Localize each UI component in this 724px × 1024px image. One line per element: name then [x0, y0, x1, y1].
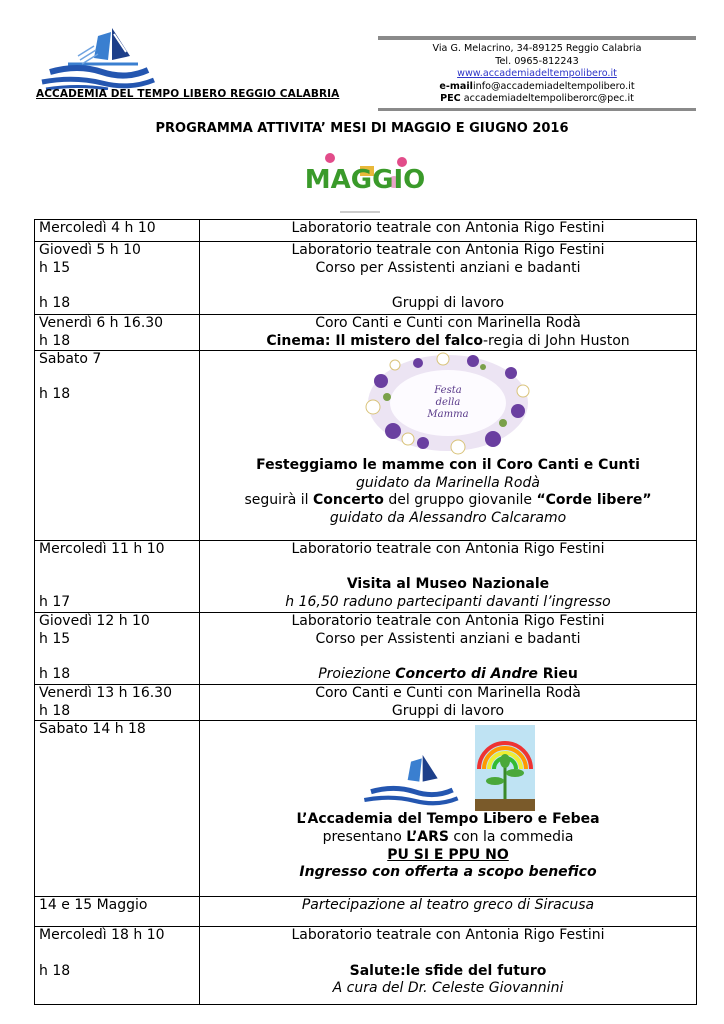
date-cell: Giovedì 5 h 10 h 15 h 18 — [35, 242, 200, 315]
date-cell: Mercoledì 18 h 10 h 18 — [35, 927, 200, 1005]
card-line: Festa — [434, 385, 462, 397]
table-row — [35, 351, 697, 541]
date-cell: 14 e 15 Maggio — [35, 897, 200, 927]
activity-cell: L’Accademia del Tempo Libero e Febea presentano L’ARS con la commedia PU SI E PPU NO Ingresso con offerta a scopo benefico — [200, 721, 697, 897]
academy-logo-small — [361, 749, 461, 811]
pec-label: PEC — [440, 93, 461, 105]
date-cell: Venerdì 13 h 16.30 h 18 — [35, 685, 200, 721]
academy-logo — [38, 26, 158, 90]
divider — [340, 211, 380, 213]
activity-cell: Coro Canti e Cunti con Marinella Rodà Cinema: Il mistero del falco-regia di John Huston — [200, 315, 697, 351]
activity-cell: Partecipazione al teatro greco di Siracusa — [200, 897, 697, 927]
activity-cell: Laboratorio teatrale con Antonia Rigo Festini Salute:le sfide del futuro A cura del Dr. Celeste Giovannini — [200, 927, 697, 1005]
date-cell: Sabato 7 h 18 — [35, 351, 200, 541]
table-row — [35, 613, 697, 685]
contact-block — [378, 36, 696, 111]
table-row — [35, 927, 697, 1005]
schedule-table — [34, 219, 697, 1005]
pec-address: accademiadeltempoliberorc@pec.it — [463, 93, 634, 105]
activity-cell: Coro Canti e Cunti con Marinella Rodà Gruppi di lavoro — [200, 685, 697, 721]
website-link[interactable]: www.accademiadeltempolibero.it — [457, 68, 617, 80]
table-row — [35, 685, 697, 721]
activity-cell: Laboratorio teatrale con Antonia Rigo Festini — [200, 220, 697, 242]
table-row — [35, 242, 697, 315]
maggio-logo — [290, 150, 440, 200]
card-line: Mamma — [427, 409, 469, 421]
table-row — [35, 897, 697, 927]
date-cell: Mercoledì 4 h 10 — [35, 220, 200, 242]
date-cell: Venerdì 6 h 16.30 h 18 — [35, 315, 200, 351]
date-cell: Mercoledì 11 h 10 h 17 — [35, 541, 200, 613]
page-title: PROGRAMMA ATTIVITA’ MESI DI MAGGIO E GIUGNO 2016 — [155, 121, 569, 136]
date-cell: Sabato 14 h 18 — [35, 721, 200, 897]
org-name: ACCADEMIA DEL TEMPO LIBERO REGGIO CALABRIA — [36, 88, 340, 100]
festa-della-mamma-card — [363, 351, 533, 455]
date-cell: Giovedì 12 h 10 h 15 h 18 — [35, 613, 200, 685]
email-link[interactable]: info@accademiadeltempolibero.it — [472, 80, 635, 92]
table-row — [35, 541, 697, 613]
email-label: e-mail — [439, 80, 473, 92]
card-line: della — [435, 397, 461, 409]
address: Via G. Melacrino, 34-89125 Reggio Calabria — [432, 43, 642, 54]
table-row — [35, 315, 697, 351]
activity-cell: Festa della Mamma Festeggiamo le mamme con il Coro Canti e Cunti guidato da Marinella Rodà seguirà il Concerto del gruppo giovanile “Corde libere” guidato da Alessandro Calcaramo — [200, 351, 697, 541]
maggio-logo-text: MAGGIO — [304, 165, 426, 195]
activity-cell: Laboratorio teatrale con Antonia Rigo Festini Corso per Assistenti anziani e badanti Gruppi di lavoro — [200, 242, 697, 315]
table-row — [35, 721, 697, 897]
rainbow-plant-image — [475, 725, 535, 811]
activity-cell: Laboratorio teatrale con Antonia Rigo Festini Visita al Museo Nazionale h 16,50 raduno partecipanti davanti l’ingresso — [200, 541, 697, 613]
table-row — [35, 220, 697, 242]
phone: Tel. 0965-812243 — [495, 55, 579, 67]
activity-cell: Laboratorio teatrale con Antonia Rigo Festini Corso per Assistenti anziani e badanti Proiezione Concerto di Andre Rieu — [200, 613, 697, 685]
